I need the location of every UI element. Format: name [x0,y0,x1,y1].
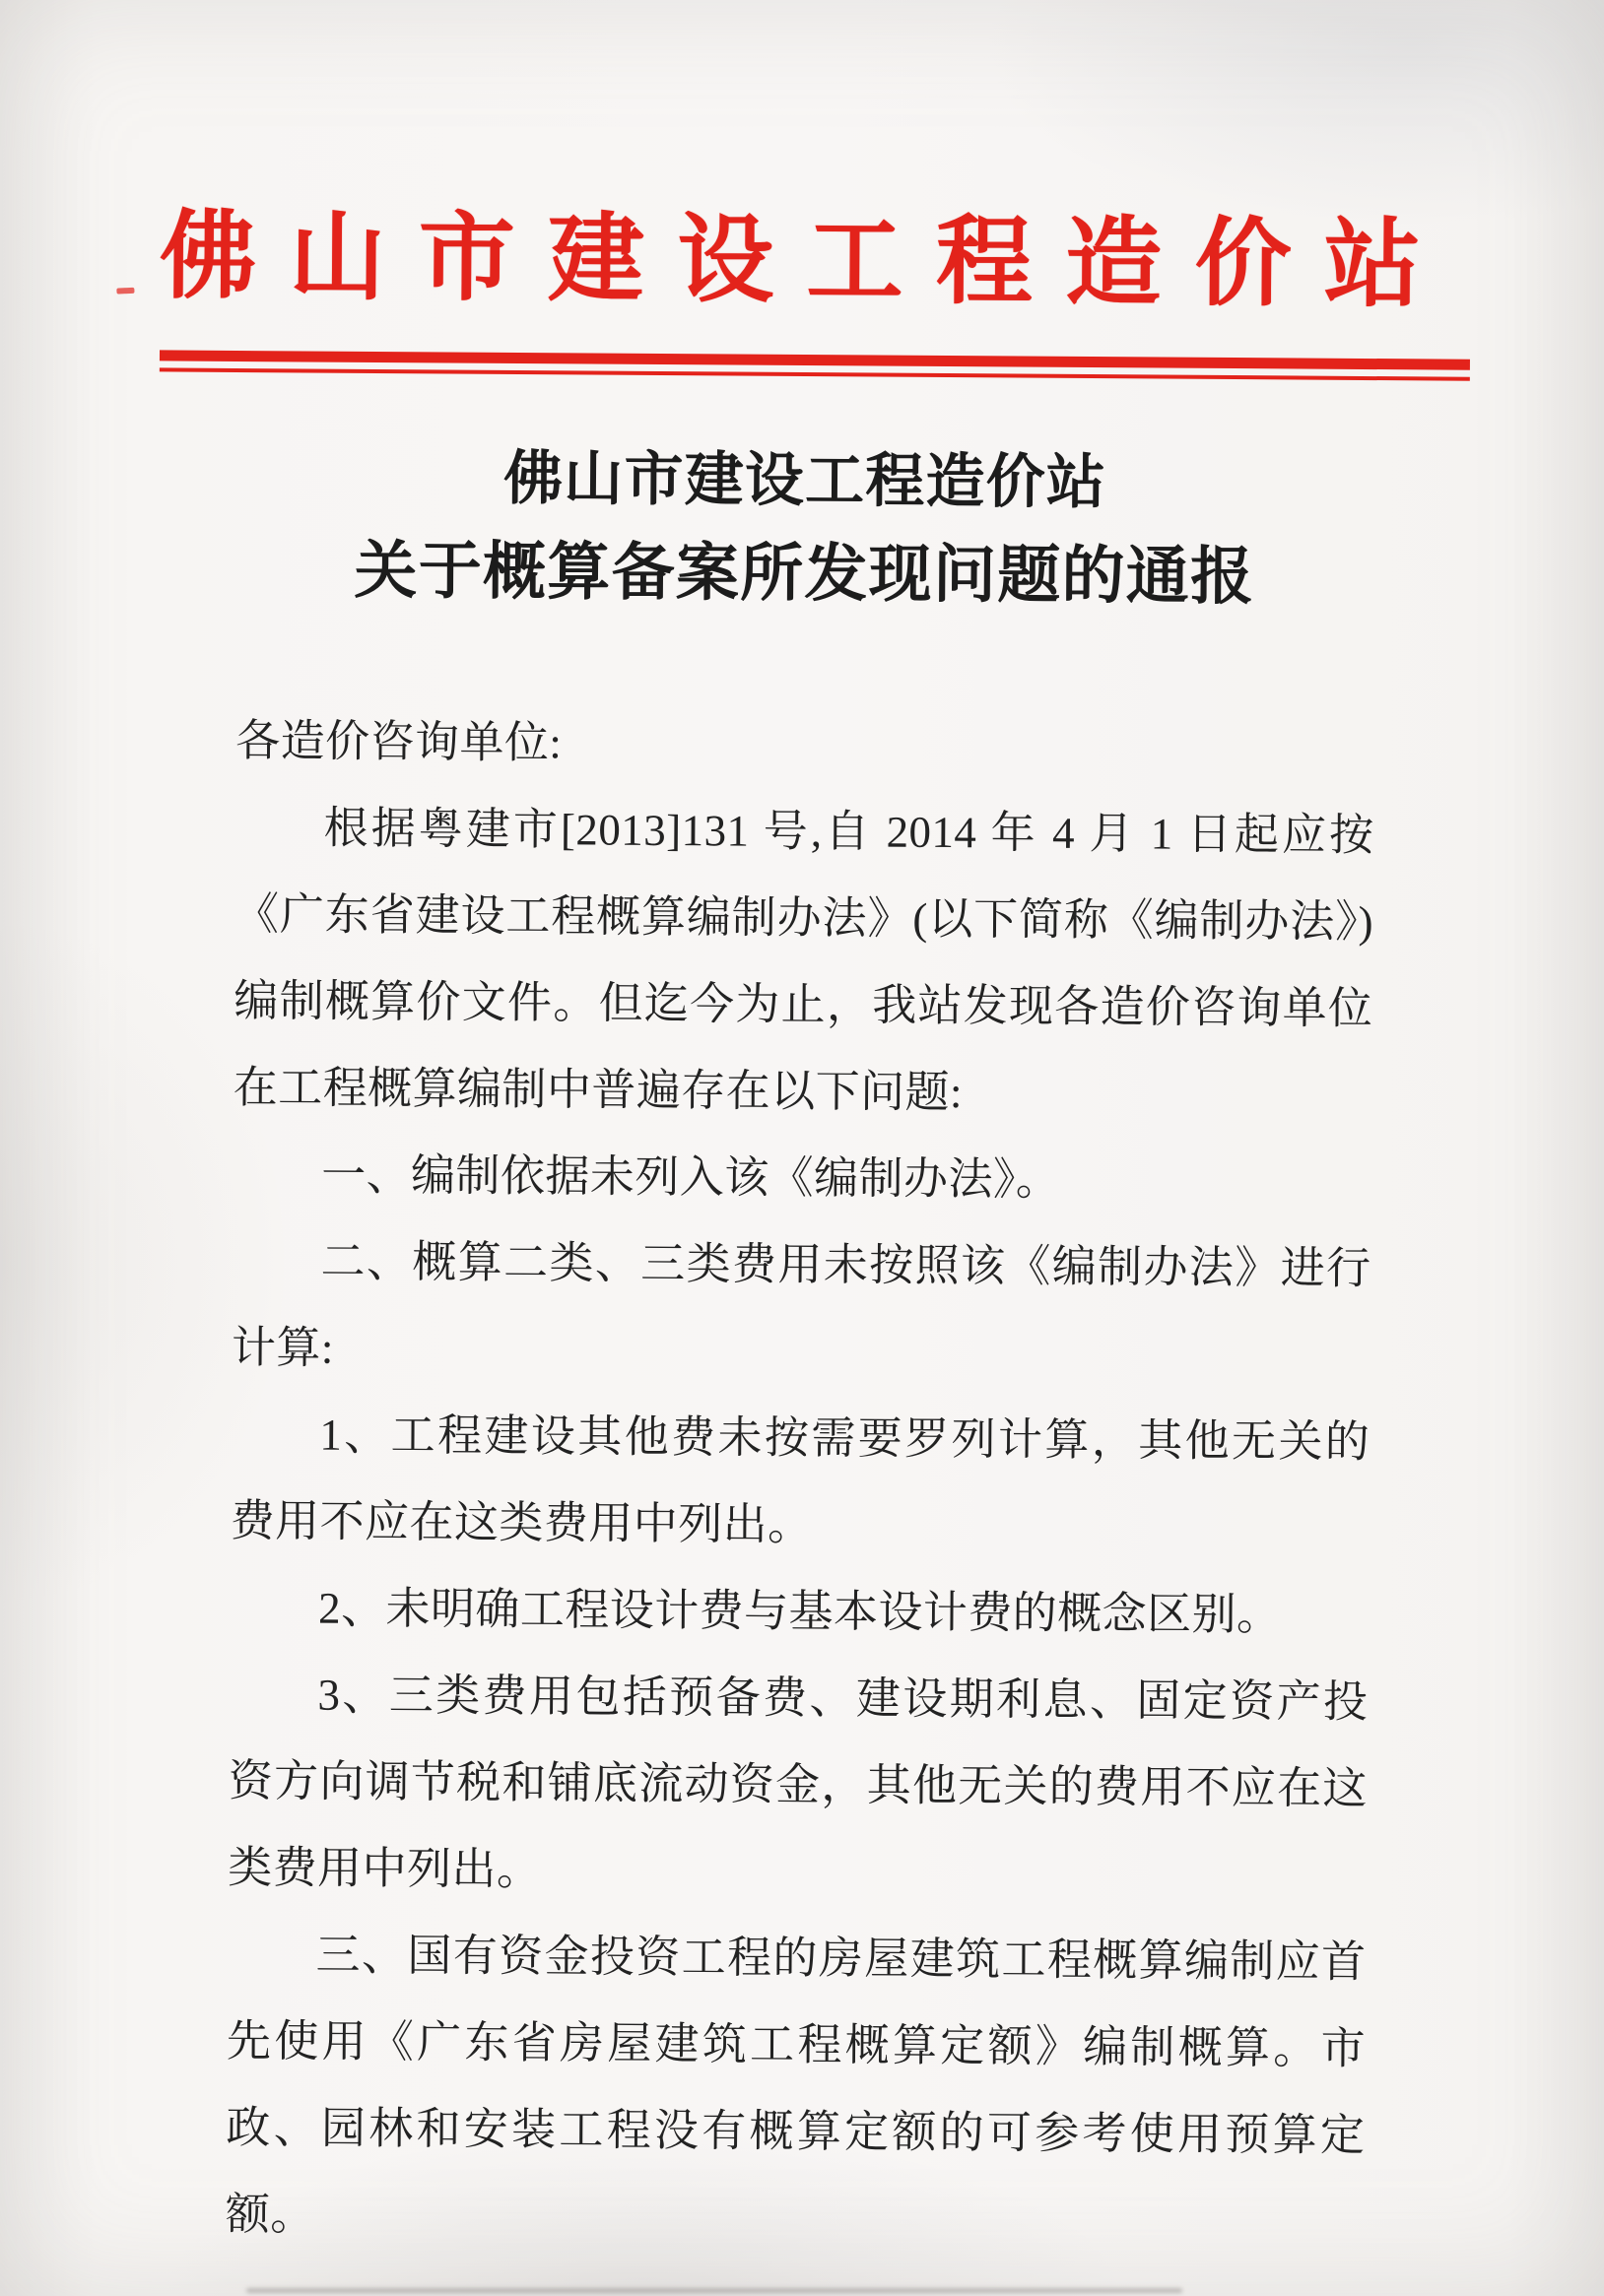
body-paragraph: 1、工程建设其他费未按需要罗列计算，其他无关的费用不应在这类费用中列出。 [230,1410,1370,1550]
salutation: 各造价咨询单位: [235,715,563,768]
body-paragraph: 3、三类费用包括预备费、建设期利息、固定资产投资方向调节税和铺底流动资金，其他无关的费用不应在这类费用中列出。 [228,1670,1369,1895]
letterhead-rule-thin [160,367,1470,380]
document-title [2,429,1604,627]
body-paragraph: 根据粤建市[2013]131 号,自 2014 年 4 月 1 日起应按《广东省建设工程概算编制办法》(以下简称《编制办法》)编制概算价文件。但迄今为止，我站发现各造价咨询单位在工程概算编制中普遍存在以下问题: [233,803,1374,1118]
body-paragraph: 三、国有资金投资工程的房屋建筑工程概算编制应首先使用《广东省房屋建筑工程概算定额》编制概算。市政、园林和安装工程没有概算定额的可参考使用预算定额。 [225,1930,1367,2240]
document-body [225,697,1374,2265]
title-line-2: 关于概算备案所发现问题的通报 [354,535,1255,613]
scan-edge-shadow [246,2288,1182,2293]
body-paragraph: 一、编制依据未列入该《编制办法》。 [320,1149,1061,1205]
body-paragraph: 二、概算二类、三类费用未按照该《编制办法》进行计算: [231,1236,1371,1373]
title-line-1: 佛山市建设工程造价站 [502,445,1107,516]
body-paragraph: 2、未明确工程设计费与基本设计费的概念区别。 [317,1583,1282,1640]
letterhead-rule-thick [160,350,1470,369]
letterhead: 佛山市建设工程造价站 [159,204,1454,320]
